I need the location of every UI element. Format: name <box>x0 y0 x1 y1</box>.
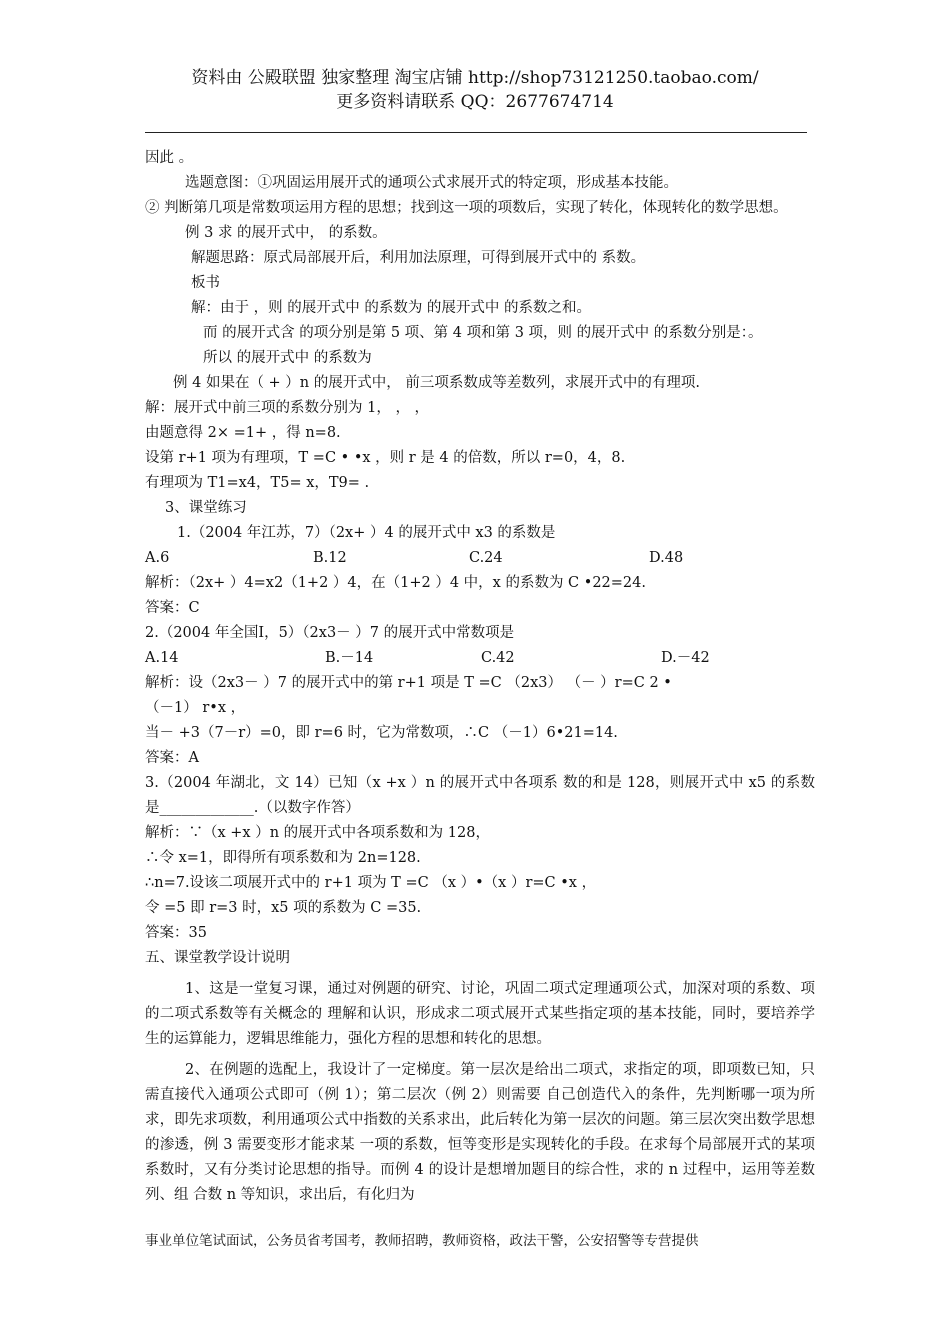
option: C.42 <box>481 650 515 666</box>
design-paragraph-2: 2、在例题的选配上，我设计了一定梯度。第一层次是给出二项式，求指定的项，即项数已知，只需直接代入通项公式即可（例 1）；第二层次（例 2）则需要 自己创造代入的条件，先判断哪一项为所求，即先求项数，利用通项公式中指数的关系求出，此后转化为第一层次的问题。第三层次突出数学思想的渗透，例 3 需要变形才能求某 一项的系数，恒等变形是实现转化的手段。在求每个局部展开式的某项系数时，又有分类讨论思想的指导。而例 4 的设计是想增加题目的综合性，求的 n 过程中，运用等差数列、组 合数 n 等知识，求出后，有化归为 <box>145 1062 815 1203</box>
question-1: 1.（2004 年江苏，7）（2x+ ）4 的展开式中 x3 的系数是 <box>177 525 556 541</box>
text-line: ∴令 x=1，即得所有项系数和为 2n=128. <box>145 850 421 866</box>
text-line: （－1） r•x ， <box>145 700 246 716</box>
text-line: ∴n=7.设该二项展开式中的 r+1 项为 T =C （x ）•（x ）r=C •x ， <box>145 875 597 891</box>
text-line: 因此 。 <box>145 150 194 166</box>
text-line: 解析：设（2x3－ ）7 的展开式中的第 r+1 项是 T =C （2x3） （－ ）r=C 2 • <box>145 675 672 691</box>
option: B.－14 <box>325 650 374 666</box>
text-line: 所以 的展开式中 的系数为 <box>203 350 372 366</box>
answer-line: 答案：A <box>145 750 199 766</box>
text-line: 选题意图：①巩固运用展开式的通项公式求展开式的特定项，形成基本技能。 <box>185 175 678 191</box>
header-divider <box>145 132 807 133</box>
page-header <box>145 66 805 114</box>
text-line: 解析：∵（x +x ）n 的展开式中各项系数和为 128， <box>145 825 490 841</box>
header-line-2: 更多资料请联系 QQ：2677674714 <box>336 92 614 112</box>
text-line: 设第 r+1 项为有理项，T =C • •x ，则 r 是 4 的倍数，所以 r=0，4，8. <box>145 450 626 466</box>
document-body <box>145 146 815 1208</box>
text-line: 当－ +3（7－r）=0，即 r=6 时，它为常数项，∴C （－1）6•21=14. <box>145 725 618 741</box>
text-line: 有理项为 T1=x4，T5= x，T9= . <box>145 475 370 491</box>
text-paragraph: ② 判断第几项是常数项运用方程的思想；找到这一项的项数后，实现了转化，体现转化的数学思想。 <box>145 200 788 216</box>
text-line: 由题意得 2× =1+ ，得 n=8. <box>145 425 341 441</box>
example-3-title: 例 3 求 的展开式中， 的系数。 <box>185 225 387 241</box>
page-footer: 事业单位笔试面试，公务员省考国考，教师招聘，教师资格，政法干警，公安招警等专营提供 <box>145 1233 699 1249</box>
question-2: 2.（2004 年全国Ⅰ，5）（2x3－ ）7 的展开式中常数项是 <box>145 625 515 641</box>
option: A.14 <box>145 650 179 666</box>
option: D.－42 <box>661 650 710 666</box>
text-line: 解题思路：原式局部展开后，利用加法原理，可得到展开式中的 系数。 <box>191 250 646 266</box>
header-line-1: 资料由 公殿联盟 独家整理 淘宝店铺 http://shop73121250.taobao.com/ <box>191 68 759 88</box>
option: C.24 <box>469 550 503 566</box>
design-paragraph-1: 1、这是一堂复习课，通过对例题的研究、讨论，巩固二项式定理通项公式，加深对项的系数、项的二项式系数等有关概念的 理解和认识，形成求二项式展开式某些指定项的基本技能，同时，要培养学生的运算能力，逻辑思维能力，强化方程的思想和转化的思想。 <box>145 981 815 1047</box>
question-2-options <box>145 646 815 671</box>
text-line: 解：展开式中前三项的系数分别为 1， ， ， <box>145 400 430 416</box>
question-3: 3.（2004 年湖北，文 14）已知（x +x ）n 的展开式中各项系 数的和是 128，则展开式中 x5 的系数是_____________.（以数字作答） <box>145 775 815 816</box>
question-1-options <box>145 546 815 571</box>
example-4-title: 例 4 如果在（ + ）n 的展开式中， 前三项系数成等差数列，求展开式中的有理项. <box>173 375 700 391</box>
text-line: 板书 <box>191 275 220 291</box>
text-line: 解：由于 ，则 的展开式中 的系数为 的展开式中 的系数之和。 <box>191 300 592 316</box>
section-heading: 3、课堂练习 <box>165 500 247 516</box>
option: D.48 <box>649 550 684 566</box>
text-line: 解析：（2x+ ）4=x2（1+2 ）4，在（1+2 ）4 中，x 的系数为 C •22=24. <box>145 575 646 591</box>
section-heading: 五、课堂教学设计说明 <box>145 950 290 966</box>
answer-line: 答案：35 <box>145 925 207 941</box>
option: B.12 <box>313 550 347 566</box>
text-line: 而 的展开式含 的项分别是第 5 项、第 4 项和第 3 项，则 的展开式中 的系数分别是：。 <box>203 325 763 341</box>
text-line: 令 =5 即 r=3 时，x5 项的系数为 C =35. <box>145 900 422 916</box>
option: A.6 <box>145 550 170 566</box>
answer-line: 答案：C <box>145 600 200 616</box>
